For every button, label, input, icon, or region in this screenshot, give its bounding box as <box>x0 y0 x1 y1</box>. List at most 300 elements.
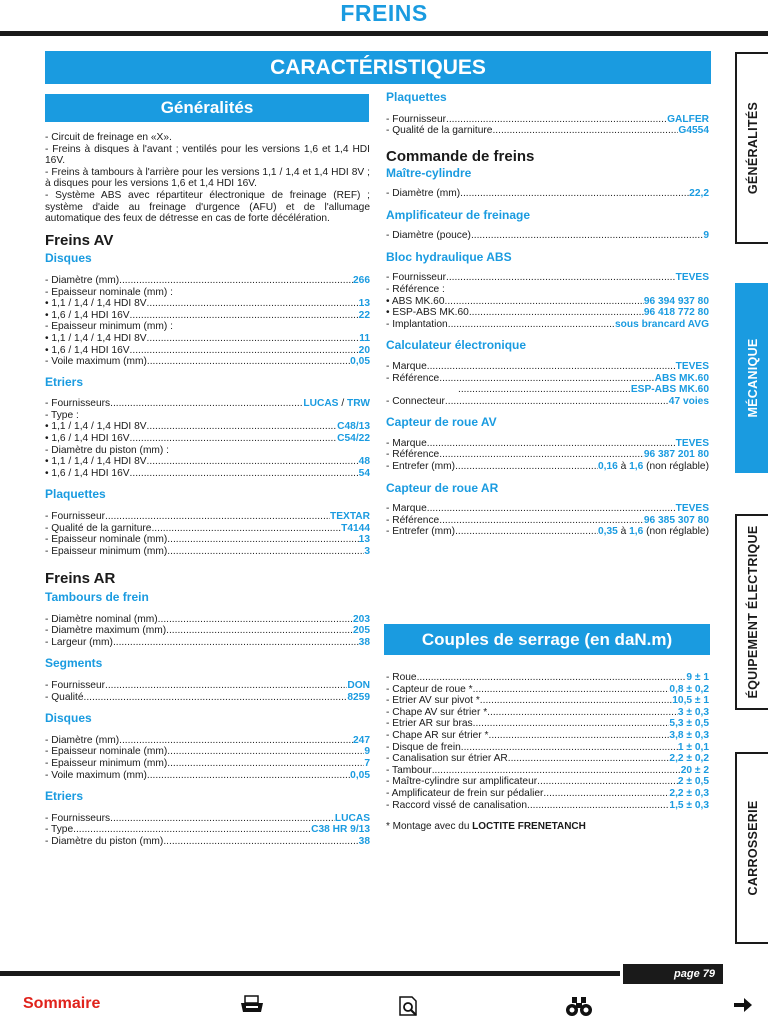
leader-dots <box>151 523 341 535</box>
spec-value-main: 7 <box>364 757 370 769</box>
spec-value-main: 3,8 ± 0,3 <box>669 729 709 741</box>
spec-label: • 1,6 / 1,4 HDI 16V <box>45 433 130 445</box>
spec-label: - Type : <box>45 409 79 421</box>
spec-value <box>359 345 370 357</box>
spec-note: (non réglable) <box>643 526 709 538</box>
spec-row <box>386 503 709 515</box>
spec-row <box>386 396 709 408</box>
spec-label: - Tambour <box>386 764 432 776</box>
spec-value <box>676 438 709 450</box>
spec-value <box>678 742 709 754</box>
spec-value <box>676 361 709 373</box>
spec-value <box>353 275 370 287</box>
spec-list <box>386 272 709 330</box>
spec-row <box>386 230 709 242</box>
spec-value <box>359 637 370 649</box>
spec-value <box>681 765 709 777</box>
leader-dots <box>446 272 676 284</box>
spec-label: - Capteur de roue * <box>386 683 473 695</box>
tab-label: ÉQUIPEMENT ÉLECTRIQUE <box>745 525 760 699</box>
leader-dots <box>445 396 669 408</box>
spec-row <box>45 275 370 287</box>
spec-row <box>45 321 370 333</box>
tab-carrosserie[interactable] <box>735 752 768 944</box>
section-banner: CARACTÉRISTIQUES <box>45 51 711 84</box>
spec-value-main: 48 <box>358 456 370 468</box>
spec-value-main: 2,2 ± 0,2 <box>669 753 709 765</box>
leader-dots <box>460 188 689 200</box>
spec-label: - Chape AR sur étrier * <box>386 729 489 741</box>
spec-label: - Diamètre nominal (mm) <box>45 613 158 625</box>
leader-dots <box>105 680 347 692</box>
spec-row <box>45 692 370 704</box>
spec-value <box>347 692 370 704</box>
leader-dots <box>446 114 667 126</box>
spec-label: • 1,6 / 1,4 HDI 16V <box>45 309 130 321</box>
spec-list <box>45 735 370 781</box>
leader-dots <box>158 614 353 626</box>
spec-value-main: TEVES <box>675 503 709 515</box>
spec-value-main: C38 HR 9/13 <box>311 824 370 836</box>
spec-value-main: 13 <box>358 534 370 546</box>
spec-value-main: 11 <box>359 332 370 344</box>
leader-dots <box>537 776 678 788</box>
leader-dots <box>147 770 350 782</box>
spec-label: - Voile maximum (mm) <box>45 356 147 368</box>
spec-value <box>669 753 709 765</box>
spec-row <box>386 461 709 473</box>
spec-value <box>359 310 370 322</box>
leader-dots <box>427 438 676 450</box>
maitre-cylindre-heading: Maître-cylindre <box>386 166 472 181</box>
spec-row <box>45 433 370 445</box>
spec-value-main: ESP-ABS MK.60 <box>630 384 709 396</box>
spec-note: (non réglable) <box>643 461 709 473</box>
spec-value <box>598 461 709 473</box>
footnote-text: * Montage avec du <box>386 821 473 833</box>
spec-row <box>45 468 370 480</box>
leader-dots <box>417 672 687 684</box>
spec-value <box>676 272 709 284</box>
spec-label: - Fournisseur <box>386 272 447 284</box>
spec-value-main: T4144 <box>341 522 370 534</box>
spec-value-main: 22 <box>358 309 370 321</box>
spec-row <box>45 836 370 848</box>
spec-list <box>45 614 370 649</box>
spec-label: - Qualité <box>45 691 84 703</box>
spec-label: • 1,6 / 1,4 HDI 16V <box>45 344 130 356</box>
spec-row <box>45 546 370 558</box>
spec-label: - Marque <box>386 437 427 449</box>
spec-list <box>386 672 709 811</box>
footnote <box>386 821 709 833</box>
tambours-heading: Tambours de frein <box>45 590 149 604</box>
spec-row <box>45 298 370 310</box>
spec-value <box>335 813 370 825</box>
spec-row <box>45 746 370 758</box>
spec-value-main: 0,05 <box>350 356 370 368</box>
spec-row <box>386 188 709 200</box>
spec-value <box>672 695 709 707</box>
leader-dots <box>439 373 654 385</box>
commande-heading: Commande de freins <box>386 147 535 165</box>
leader-dots <box>508 753 670 765</box>
leader-dots <box>113 637 359 649</box>
spec-value <box>669 718 709 730</box>
spec-value-main: TEVES <box>675 437 709 449</box>
spec-value-main: 20 ± 2 <box>680 764 709 776</box>
spec-label: - Fournisseur <box>45 511 106 523</box>
spec-row <box>45 824 370 836</box>
etriers-ar-heading: Etriers <box>45 789 84 804</box>
spec-row <box>386 776 709 788</box>
bottom-rule <box>0 971 620 976</box>
spec-value-main: C48/13 <box>337 421 370 433</box>
spec-list <box>45 398 370 479</box>
leader-dots <box>147 356 350 368</box>
spec-value-main: 20 <box>358 344 370 356</box>
spec-value-main: LUCAS <box>334 812 370 824</box>
spec-row <box>386 526 709 538</box>
spec-label: - Etrier AR sur bras <box>386 718 473 730</box>
leader-dots <box>480 695 672 707</box>
spec-value <box>359 298 370 310</box>
leader-dots <box>455 526 598 538</box>
tab-label: GÉNÉRALITÉS <box>745 101 760 195</box>
spec-row <box>386 373 709 385</box>
sommaire-link[interactable]: Sommaire <box>23 995 101 1012</box>
amplificateur-heading: Amplificateur de freinage <box>386 207 531 222</box>
spec-label: - Diamètre (pouce) <box>386 230 471 242</box>
leader-dots <box>84 692 348 704</box>
spec-list <box>386 503 709 538</box>
page-title: FREINS <box>340 0 428 26</box>
spec-value-main: 1 ± 0,1 <box>677 741 709 753</box>
freins-ar-heading: Freins AR <box>45 570 116 588</box>
spec-row <box>386 695 709 707</box>
spec-label: - Epaisseur minimum (mm) : <box>45 321 173 333</box>
spec-row <box>386 718 709 730</box>
leader-dots <box>439 515 644 527</box>
spec-value-main: C54/22 <box>337 433 370 445</box>
spec-label: - Qualité de la garniture <box>45 522 152 534</box>
spec-row <box>386 765 709 777</box>
tab-equipement-electrique[interactable] <box>735 514 768 710</box>
spec-row <box>386 296 709 308</box>
plaquettes-av-heading: Plaquettes <box>45 487 106 502</box>
spec-value <box>686 672 709 684</box>
spec-value <box>644 449 709 461</box>
spec-label: - Référence <box>386 449 440 461</box>
bloc-abs-heading: Bloc hydraulique ABS <box>386 249 512 264</box>
spec-row <box>386 307 709 319</box>
leader-dots <box>130 345 359 357</box>
spec-row <box>45 625 370 637</box>
spec-separator: à <box>617 461 630 473</box>
leader-dots <box>445 296 644 308</box>
spec-value-main: ABS MK.60 <box>654 372 709 384</box>
spec-value-main: LUCAS <box>303 398 339 410</box>
spec-value <box>644 515 709 527</box>
spec-value-main: G4554 <box>678 125 709 137</box>
spec-value-main: 0,8 ± 0,2 <box>669 683 709 695</box>
spec-value <box>703 230 709 242</box>
spec-row <box>386 361 709 373</box>
spec-row <box>45 758 370 770</box>
top-rule <box>0 31 768 36</box>
spec-value <box>678 707 709 719</box>
spec-label: - Diamètre (mm) <box>45 734 120 746</box>
spec-row <box>45 345 370 357</box>
spec-value-main: GALFER <box>667 113 709 125</box>
spec-value-main: 205 <box>353 625 370 637</box>
spec-list <box>386 114 709 137</box>
leader-dots <box>167 546 364 558</box>
spec-label: • 1,6 / 1,4 HDI 16V <box>45 467 130 479</box>
spec-value-main: 0,35 <box>597 526 618 538</box>
spec-value <box>615 319 709 331</box>
spec-value-main: 203 <box>353 613 370 625</box>
spec-value-main: 2,2 ± 0,3 <box>669 787 709 799</box>
leader-dots <box>543 788 669 800</box>
spec-value-main: 38 <box>358 636 370 648</box>
capteur-ar-heading: Capteur de roue AR <box>386 480 499 495</box>
spec-label: - Fournisseur <box>45 679 106 691</box>
spec-value-main: sous brancard AVG <box>615 318 709 330</box>
spec-value-alt: 1,6 <box>629 461 644 473</box>
spec-label <box>386 384 458 396</box>
generalites-line: - Freins à tambours à l'arrière pour les versions 1,1 / 1,4 et 1,4 HDI 8V ; à disques pour les versions 1,6 et 1,4 HDI 16V. <box>45 166 370 190</box>
spec-value <box>689 188 709 200</box>
spec-value-main: 5,3 ± 0,5 <box>669 718 709 730</box>
spec-label: - Référence <box>386 514 440 526</box>
spec-value-main: 9 ± 1 <box>686 672 709 683</box>
spec-label: - Diamètre du piston (mm) : <box>45 444 169 456</box>
spec-label: - Entrefer (mm) <box>386 461 456 473</box>
tab-generalites[interactable] <box>735 52 768 244</box>
spec-value-main: 96 418 772 80 <box>643 307 709 319</box>
spec-value-alt: 1,6 <box>629 526 644 538</box>
spec-list <box>386 188 709 200</box>
leader-dots <box>167 746 364 758</box>
leader-dots <box>166 625 353 637</box>
spec-value-main: 3 ± 0,3 <box>677 706 709 718</box>
spec-value <box>337 433 370 445</box>
leader-dots <box>147 421 338 433</box>
spec-row <box>386 114 709 126</box>
spec-row <box>386 449 709 461</box>
leader-dots <box>427 503 676 515</box>
spec-row <box>386 384 709 396</box>
spec-row <box>386 438 709 450</box>
freins-av-heading: Freins AV <box>45 231 114 249</box>
spec-value <box>359 468 370 480</box>
disques-av-heading: Disques <box>45 251 92 266</box>
spec-label: - Epaisseur minimum (mm) <box>45 545 168 557</box>
spec-value <box>311 824 370 836</box>
spec-value-alt: TRW <box>346 398 370 410</box>
generalites-text <box>45 132 370 225</box>
spec-list <box>386 438 709 473</box>
spec-value <box>347 680 370 692</box>
binoculars-icon[interactable] <box>564 995 594 1022</box>
leader-dots <box>110 813 335 825</box>
spec-separator: / <box>338 398 347 410</box>
spec-value-main: 9 <box>364 746 370 758</box>
spec-value-main: 8259 <box>347 691 370 703</box>
spec-row <box>45 534 370 546</box>
leader-dots <box>469 307 644 319</box>
spec-row <box>45 310 370 322</box>
spec-value <box>353 625 370 637</box>
spec-value <box>359 333 370 345</box>
leader-dots <box>455 461 598 473</box>
spec-value <box>667 114 709 126</box>
spec-row <box>386 284 709 296</box>
spec-row <box>45 637 370 649</box>
spec-label: - Roue <box>386 672 417 683</box>
leader-dots <box>130 433 338 445</box>
generalites-line: - Circuit de freinage en «X». <box>45 132 172 143</box>
generalites-banner: Généralités <box>45 94 369 122</box>
leader-dots <box>147 298 359 310</box>
spec-row <box>386 788 709 800</box>
leader-dots <box>119 735 353 747</box>
etriers-av-heading: Etriers <box>45 374 84 389</box>
spec-row <box>386 730 709 742</box>
spec-row <box>386 742 709 754</box>
leader-dots <box>448 319 615 331</box>
leader-dots <box>105 511 330 523</box>
spec-list <box>45 511 370 557</box>
spec-value <box>631 384 709 396</box>
spec-value-main: 96 387 201 80 <box>643 449 709 461</box>
tab-mecanique[interactable] <box>735 283 768 473</box>
leader-dots <box>119 275 353 287</box>
spec-row <box>45 523 370 535</box>
spec-label: - Diamètre (mm) <box>386 187 461 199</box>
leader-dots <box>427 361 676 373</box>
spec-label: - Epaisseur nominale (mm) : <box>45 286 173 298</box>
leader-dots <box>473 684 670 696</box>
couples-column <box>386 672 709 833</box>
spec-value <box>669 788 709 800</box>
capteur-av-heading: Capteur de roue AV <box>386 415 497 430</box>
printer-icon[interactable] <box>239 995 265 1020</box>
spec-row <box>386 125 709 137</box>
couples-banner: Couples de serrage (en daN.m) <box>384 624 710 655</box>
spec-value <box>359 456 370 468</box>
spec-label: • 1,1 / 1,4 / 1,4 HDI 8V <box>45 332 147 344</box>
spec-label: - Raccord vissé de canalisation <box>386 799 527 811</box>
spec-value <box>644 307 709 319</box>
arrow-right-icon[interactable] <box>733 997 753 1018</box>
page-number: page 79 <box>623 964 723 984</box>
spec-label: • 1,1 / 1,4 / 1,4 HDI 8V <box>45 456 147 468</box>
spec-value-main: 9 <box>703 230 709 242</box>
leader-dots <box>458 384 631 396</box>
spec-value <box>644 296 709 308</box>
spec-row <box>45 735 370 747</box>
spec-label: - Fournisseurs <box>45 398 111 410</box>
leader-dots <box>527 800 669 812</box>
spec-row <box>386 753 709 765</box>
spec-row <box>45 445 370 457</box>
spec-value-main: 96 385 307 80 <box>643 514 709 526</box>
generalites-line: - Système ABS avec répartiteur électronique de freinage (REF) ; système d'aide au freinage d'urgence (AFU) et de l'allumage automatique des feux de détresse en cas de forte décélération. <box>45 189 370 225</box>
spec-label: - Marque <box>386 503 427 515</box>
spec-label: - Fournisseurs <box>45 812 111 824</box>
leader-dots <box>473 718 670 730</box>
spec-value <box>669 730 709 742</box>
spec-value <box>676 503 709 515</box>
spec-value <box>341 523 370 535</box>
spec-row <box>386 272 709 284</box>
segments-heading: Segments <box>45 656 103 671</box>
spec-row <box>45 333 370 345</box>
spec-row <box>45 614 370 626</box>
spec-label: - Canalisation sur étrier AR <box>386 753 508 765</box>
spec-value-main: 0,16 <box>597 461 618 473</box>
spec-row <box>45 680 370 692</box>
spec-value-main: TEXTAR <box>330 511 370 523</box>
spec-row <box>386 515 709 527</box>
spec-value <box>353 735 370 747</box>
generalites-line: - Freins à disques à l'avant ; ventilés pour les versions 1,6 et 1,4 HDI 16V. <box>45 143 370 167</box>
spec-value <box>350 770 370 782</box>
spec-value-main: 47 voies <box>668 395 709 407</box>
leader-dots <box>471 230 703 242</box>
spec-label: - Maître-cylindre sur amplificateur <box>386 776 538 788</box>
spec-value <box>678 776 709 788</box>
spec-label: - Epaisseur minimum (mm) <box>45 757 168 769</box>
leader-dots <box>163 836 358 848</box>
spec-label: - Marque <box>386 360 427 372</box>
right-column <box>386 92 709 538</box>
spec-label: - Diamètre du piston (mm) <box>45 835 164 847</box>
spec-value-main: 54 <box>358 467 370 479</box>
leader-dots <box>167 758 364 770</box>
spec-row <box>45 770 370 782</box>
spec-value-main: 22,2 <box>689 187 709 199</box>
leader-dots <box>492 125 678 137</box>
spec-row <box>386 319 709 331</box>
spec-value-main: DON <box>347 679 370 691</box>
spec-value <box>359 534 370 546</box>
leader-dots <box>432 765 681 777</box>
spec-row <box>45 813 370 825</box>
spec-value <box>364 758 370 770</box>
spec-value <box>678 125 709 137</box>
spec-value <box>337 421 370 433</box>
spec-label: • 1,1 / 1,4 / 1,4 HDI 8V <box>45 298 147 310</box>
leader-dots <box>130 310 359 322</box>
spec-row <box>386 684 709 696</box>
spec-label: - Diamètre maximum (mm) <box>45 625 167 637</box>
spec-value-main: 10,5 ± 1 <box>672 695 709 707</box>
spec-label: - Voile maximum (mm) <box>45 769 147 781</box>
spec-value-main: 0,05 <box>350 769 370 781</box>
tab-label: CARROSSERIE <box>745 800 760 896</box>
spec-value <box>669 684 709 696</box>
spec-label: - Disque de frein <box>386 741 461 753</box>
leader-dots <box>439 449 644 461</box>
spec-row <box>45 356 370 368</box>
search-document-icon[interactable] <box>398 995 422 1022</box>
spec-label: - Amplificateur de frein sur pédalier <box>386 787 544 799</box>
plaquettes-ar-heading: Plaquettes <box>386 90 447 104</box>
spec-row <box>45 511 370 523</box>
